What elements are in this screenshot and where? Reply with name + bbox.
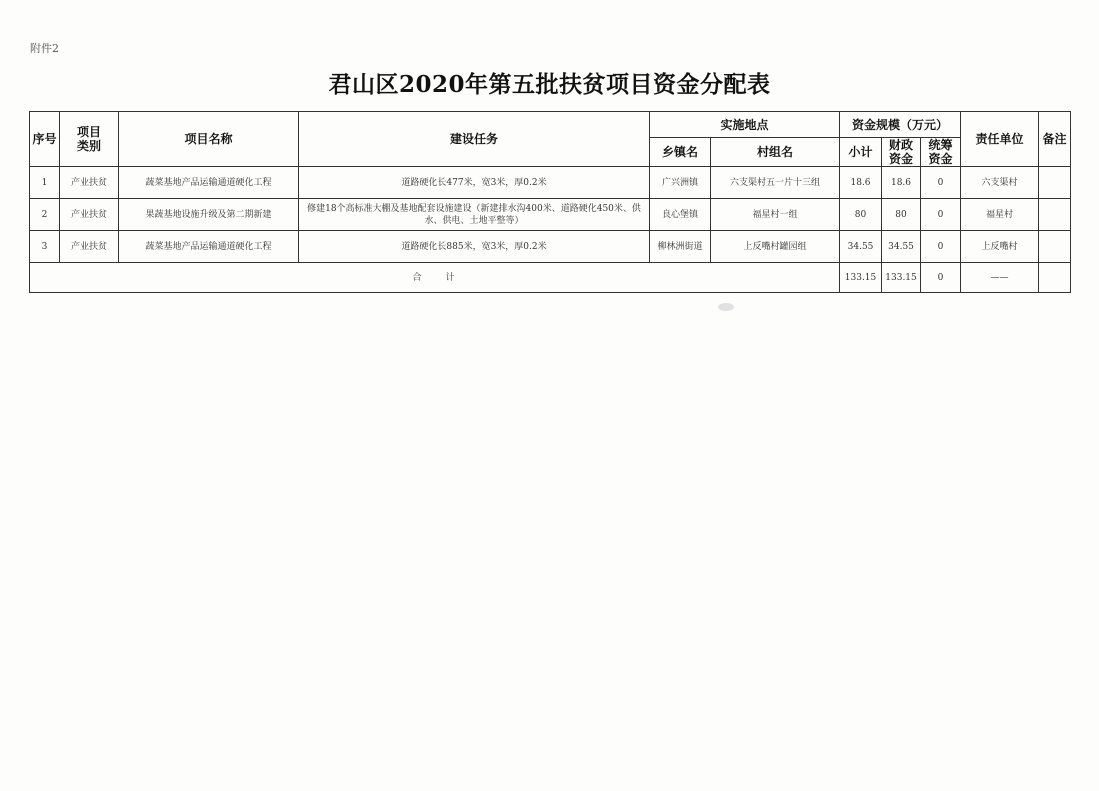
table-row: [30, 167, 1071, 199]
total-responsible: ——: [961, 263, 1039, 293]
cell-responsible: 福星村: [961, 199, 1039, 231]
document-title: 君山区2020年第五批扶贫项目资金分配表: [328, 71, 771, 98]
cell-subtotal: 80: [840, 199, 882, 231]
total-row: [30, 263, 1071, 293]
cell-village: 六支渠村五一片十三组: [711, 167, 840, 199]
cell-village: 上反嘴村罐园组: [711, 231, 840, 263]
header-seq: 序号: [30, 112, 60, 167]
header-responsible: 责任单位: [961, 112, 1039, 167]
header-project-name: 项目名称: [119, 112, 299, 167]
cell-project-name: 蔬菜基地产品运输通道硬化工程: [119, 231, 299, 263]
cell-seq: 3: [30, 231, 60, 263]
total-subtotal: 133.15: [840, 263, 882, 293]
cell-remarks: [1039, 199, 1071, 231]
total-pooled: 0: [921, 263, 961, 293]
total-remarks: [1039, 263, 1071, 293]
cell-fiscal: 80: [882, 199, 921, 231]
scan-smudge: [718, 303, 734, 311]
cell-village: 福星村一组: [711, 199, 840, 231]
header-location: 实施地点: [650, 112, 840, 138]
cell-project-name: 蔬菜基地产品运输通道硬化工程: [119, 167, 299, 199]
table-row: [30, 199, 1071, 231]
attachment-label: 附件2: [30, 42, 59, 55]
cell-subtotal: 34.55: [840, 231, 882, 263]
cell-seq: 2: [30, 199, 60, 231]
cell-task: 修建18个高标准大棚及基地配套设施建设（新建排水沟400米、道路硬化450米、供水、供电、土地平整等）: [299, 199, 650, 231]
total-label: 合 计: [30, 263, 840, 293]
cell-pooled: 0: [921, 199, 961, 231]
total-fiscal: 133.15: [882, 263, 921, 293]
fund-allocation-table: [29, 111, 1071, 293]
cell-township: 良心堡镇: [650, 199, 711, 231]
header-row-1: [30, 112, 1071, 138]
cell-township: 广兴洲镇: [650, 167, 711, 199]
header-fiscal: 财政 资金: [882, 138, 921, 167]
cell-township: 柳林洲街道: [650, 231, 711, 263]
cell-pooled: 0: [921, 167, 961, 199]
header-village: 村组名: [711, 138, 840, 167]
header-township: 乡镇名: [650, 138, 711, 167]
header-subtotal: 小计: [840, 138, 882, 167]
header-task: 建设任务: [299, 112, 650, 167]
header-funds: 资金规模（万元）: [840, 112, 961, 138]
cell-category: 产业扶贫: [60, 231, 119, 263]
cell-remarks: [1039, 167, 1071, 199]
cell-responsible: 上反嘴村: [961, 231, 1039, 263]
table-row: [30, 231, 1071, 263]
header-category: 项目 类别: [60, 112, 119, 167]
cell-fiscal: 34.55: [882, 231, 921, 263]
cell-seq: 1: [30, 167, 60, 199]
cell-fiscal: 18.6: [882, 167, 921, 199]
header-pooled: 统筹 资金: [921, 138, 961, 167]
cell-remarks: [1039, 231, 1071, 263]
cell-subtotal: 18.6: [840, 167, 882, 199]
cell-task: 道路硬化长885米，宽3米，厚0.2米: [299, 231, 650, 263]
cell-responsible: 六支渠村: [961, 167, 1039, 199]
cell-project-name: 果蔬基地设施升级及第二期新建: [119, 199, 299, 231]
cell-pooled: 0: [921, 231, 961, 263]
cell-task: 道路硬化长477米，宽3米，厚0.2米: [299, 167, 650, 199]
cell-category: 产业扶贫: [60, 167, 119, 199]
header-remarks: 备注: [1039, 112, 1071, 167]
cell-category: 产业扶贫: [60, 199, 119, 231]
